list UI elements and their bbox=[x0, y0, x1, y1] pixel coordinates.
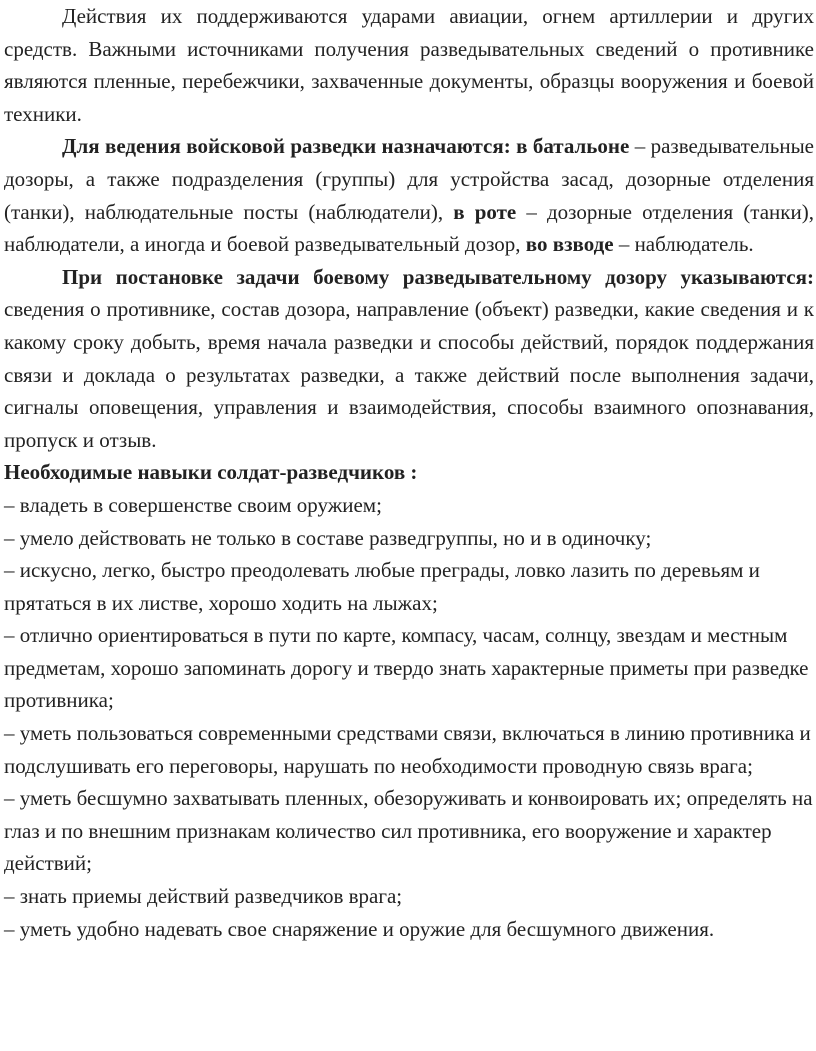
skills-heading: Необходимые навыки солдат-разведчиков : bbox=[4, 460, 418, 485]
paragraph-actions-text: Действия их поддерживаются ударами авиации, огнем артиллерии и других средств. Важными источниками получения разведывательных сведений о противнике являются пленные, перебежчики, захваченные документы, образцы вооружения и боевой техники. bbox=[4, 4, 814, 126]
skill-item: – искусно, легко, быстро преодолевать любые преграды, ловко лазить по деревьям и прятаться в их листве, хорошо ходить на лыжах; bbox=[4, 558, 760, 615]
assignment-lead-bold: Для ведения войсковой разведки назначаются: в батальоне bbox=[62, 134, 630, 159]
paragraph-actions bbox=[4, 0, 814, 130]
skill-item: – уметь бесшумно захватывать пленных, обезоруживать и конвоировать их; определять на глаз и по внешним признакам количество сил противника, его вооружение и характер действий; bbox=[4, 786, 813, 876]
task-setting-lead-bold: При постановке задачи боевому разведывательному дозору указываются: bbox=[62, 264, 814, 289]
skill-item: – отлично ориентироваться в пути по карте, компасу, часам, солнцу, звездам и местным предметам, хорошо запоминать дорогу и твердо знать характерные приметы при разведке противника; bbox=[4, 623, 809, 713]
skill-item: – знать приемы действий разведчиков врага; bbox=[4, 884, 403, 909]
assignment-text-platoon: – наблюдатель. bbox=[613, 232, 754, 257]
skill-item: – уметь удобно надевать свое снаряжение и оружие для бесшумного движения. bbox=[4, 916, 715, 941]
task-setting-text: сведения о противнике, состав дозора, направление (объект) разведки, какие сведения и к какому сроку добыть, время начала разведки и способы действий, порядок поддержания связи и доклада о результатах разведки, а также действий после выполнения задачи, сигналы оповещения, управления и взаимодействия, способы взаимного опознавания, пропуск и отзыв. bbox=[4, 297, 814, 452]
paragraph-reconnaissance-assignment bbox=[4, 130, 814, 260]
skill-item: – умело действовать не только в составе разведгруппы, но и в одиночку; bbox=[4, 525, 652, 550]
paragraph-task-setting bbox=[4, 261, 814, 457]
assignment-text-company: – дозорные отделения (танки), наблюдатели, а иногда и боевой разведывательный дозор, bbox=[4, 199, 814, 257]
assignment-text-battalion: – разведывательные дозоры, а также подразделения (группы) для устройства засад, дозорные отделения (танки), наблюдательные посты (наблюдатели), bbox=[4, 134, 814, 224]
skills-section bbox=[4, 456, 814, 945]
assignment-platoon-bold: во взводе bbox=[525, 232, 614, 257]
skill-item: – уметь пользоваться современными средствами связи, включаться в линию противника и подслушивать его переговоры, нарушать по необходимости проводную связь врага; bbox=[4, 721, 811, 778]
skill-item: – владеть в совершенстве своим оружием; bbox=[4, 492, 382, 517]
assignment-company-bold: в роте bbox=[453, 199, 517, 224]
